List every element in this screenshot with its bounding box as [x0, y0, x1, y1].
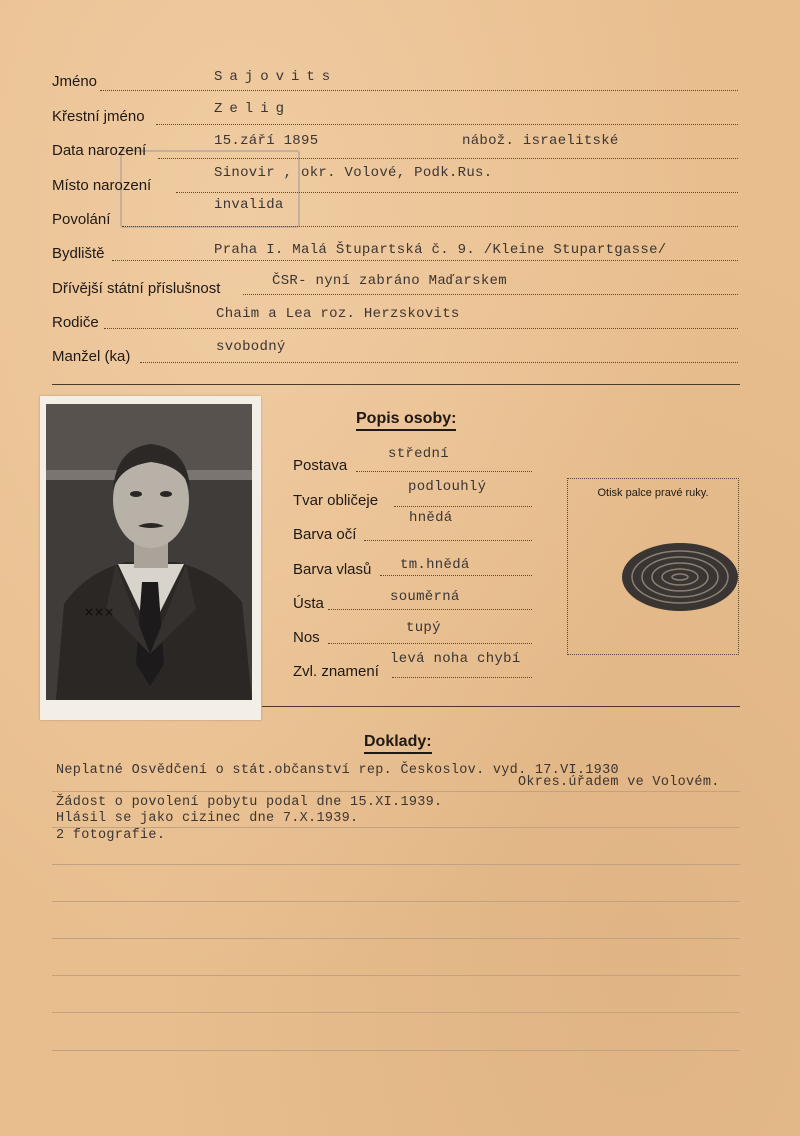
section-divider: [262, 706, 740, 707]
value-rodice: Chaim a Lea roz. Herzskovits: [216, 306, 460, 322]
label-jmeno: Jméno: [52, 73, 98, 90]
value-bydliste: Praha I. Malá Štupartská č. 9. /Kleine Stupartgasse/: [214, 242, 667, 258]
label-vlasy: Barva vlasů: [293, 561, 372, 578]
label-nos: Nos: [293, 629, 320, 646]
dotted-line: [100, 90, 738, 91]
value-povolani: invalida: [214, 197, 284, 213]
fingerprint-title: Otisk palce pravé ruky.: [597, 487, 709, 499]
value-prislusnost: ČSR- nyní zabráno Maďarskem: [272, 273, 507, 289]
ruled-line: [52, 975, 740, 976]
value-misto: Sinovir , okr. Volové, Podk.Rus.: [214, 165, 493, 181]
dotted-line: [392, 677, 532, 678]
photo-image: [46, 404, 252, 700]
section-divider: [52, 384, 740, 385]
ruled-line: [52, 864, 740, 865]
label-znameni: Zvl. znamení: [293, 663, 379, 680]
dotted-line: [328, 643, 532, 644]
value-jmeno: Sajovits: [214, 69, 338, 85]
doklady-line-4: 2 fotografie.: [56, 828, 166, 843]
label-oci: Barva očí: [293, 526, 357, 543]
dotted-line: [364, 540, 532, 541]
dotted-line: [243, 294, 738, 295]
dotted-line: [328, 609, 532, 610]
value-data: 15.září 1895: [214, 133, 319, 149]
label-oblicej: Tvar obličeje: [293, 492, 379, 509]
doklady-line-1b: Okres.úřadem ve Volovém.: [518, 775, 720, 790]
doklady-line-3: Hlásil se jako cizinec dne 7.X.1939.: [56, 811, 359, 826]
ruled-line: [52, 1012, 740, 1013]
ruled-line: [52, 1050, 740, 1051]
dotted-line: [112, 260, 738, 261]
doklady-line-2: Žádost o povolení pobytu podal dne 15.XI.1939.: [56, 795, 443, 810]
value-nabozenstvi: nábož. israelitské: [462, 133, 619, 149]
value-manzel: svobodný: [216, 339, 286, 355]
dotted-line: [158, 158, 738, 159]
thumbprint-image: [618, 539, 742, 615]
value-oblicej: podlouhlý: [408, 479, 487, 495]
portrait-photo: [40, 396, 261, 720]
label-postava: Postava: [293, 457, 348, 474]
portrait-illustration: [46, 404, 252, 700]
label-bydliste: Bydliště: [52, 245, 105, 262]
ruled-line: [52, 901, 740, 902]
ruled-line: [52, 791, 740, 792]
value-znameni: levá noha chybí: [390, 651, 521, 667]
label-rodice: Rodiče: [52, 314, 99, 331]
dotted-line: [176, 192, 738, 193]
dotted-line: [356, 471, 532, 472]
label-misto: Místo narození: [52, 177, 152, 194]
svg-text:×××: ×××: [84, 605, 115, 619]
dotted-line: [140, 362, 738, 363]
ruled-line: [52, 938, 740, 939]
popis-heading: Popis osoby:: [356, 410, 456, 431]
label-usta: Ústa: [293, 595, 324, 612]
doklady-heading: Doklady:: [364, 733, 432, 754]
value-vlasy: tm.hnědá: [400, 557, 470, 573]
value-krestni: Zelig: [214, 101, 292, 117]
value-nos: tupý: [406, 620, 441, 636]
dotted-line: [122, 226, 738, 227]
fingerprint-box: [567, 478, 739, 655]
dotted-line: [394, 506, 532, 507]
label-povolani: Povolání: [52, 211, 111, 228]
dotted-line: [156, 124, 738, 125]
value-usta: souměrná: [390, 589, 460, 605]
label-prislusnost: Dřívější státní příslušnost: [52, 280, 221, 297]
dotted-line: [104, 328, 738, 329]
label-manzel: Manžel (ka): [52, 348, 131, 365]
dotted-line: [380, 575, 532, 576]
doklady-line-1: Neplatné Osvědčení o stát.občanství rep. Českoslov. vyd. 17.VI.1930: [56, 763, 619, 778]
value-oci: hnědá: [409, 510, 453, 526]
label-data: Data narození: [52, 142, 147, 159]
label-krestni: Křestní jméno: [52, 108, 145, 125]
value-postava: střední: [388, 446, 449, 462]
